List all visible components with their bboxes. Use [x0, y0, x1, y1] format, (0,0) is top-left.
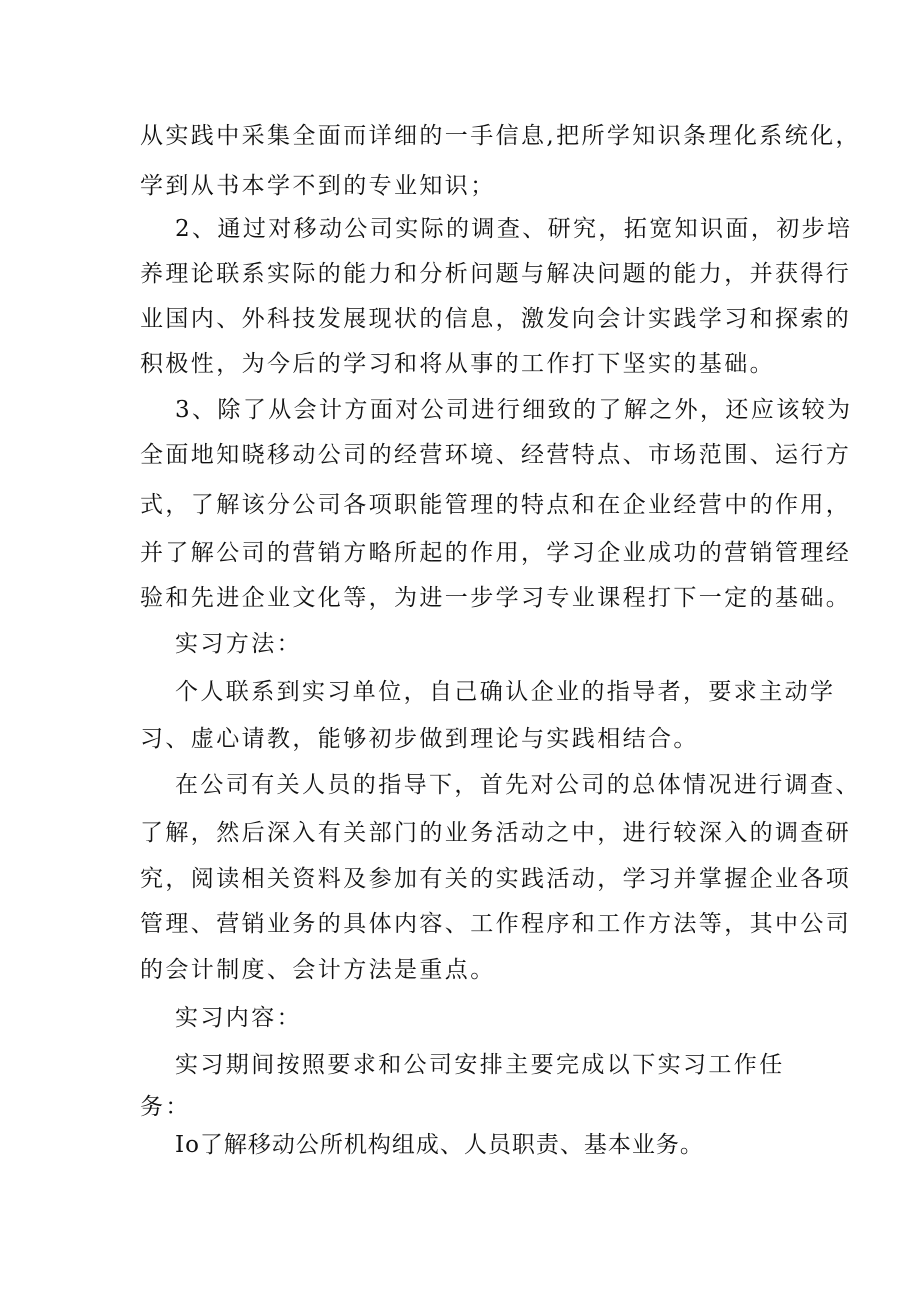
section-heading: 实习内容： — [175, 1005, 302, 1031]
text-line: 养理论联系实际的能力和分析问题与解决问题的能力，并获得行 — [140, 261, 852, 287]
text-line: 验和先进企业文化等，为进一步学习专业课程打下一定的基础。 — [140, 585, 852, 611]
text-line: 从实践中采集全面而详细的一手信息,把所学知识条理化系统化， — [140, 123, 861, 149]
text-line: 学到从书本学不到的专业知识； — [140, 173, 496, 199]
text-line: 3、除了从会计方面对公司进行细致的了解之外，还应该较为 — [175, 397, 853, 423]
text-line: 实习期间按照要求和公司安排主要完成以下实习工作任 — [175, 1052, 785, 1078]
section-heading: 实习方法： — [175, 631, 302, 657]
text-line: 管理、营销业务的具体内容、工作程序和工作方法等，其中公司 — [140, 911, 852, 937]
text-line: 了解，然后深入有关部门的业务活动之中，进行较深入的调查研 — [140, 820, 852, 846]
text-line: 究，阅读相关资料及参加有关的实践活动，学习并掌握企业各项 — [140, 866, 852, 892]
text-line: 全面地知晓移动公司的经营环境、经营特点、市场范围、运行方 — [140, 442, 852, 468]
text-line: Io了解移动公所机构组成、人员职责、基本业务。 — [175, 1132, 704, 1158]
text-line: 在公司有关人员的指导下，首先对公司的总体情况进行调查、 — [175, 772, 861, 798]
text-line: 式，了解该分公司各项职能管理的特点和在企业经营中的作用， — [140, 492, 852, 518]
text-line: 个人联系到实习单位，自己确认企业的指导者，要求主动学 — [175, 679, 836, 705]
text-line: 业国内、外科技发展现状的信息，激发向会计实践学习和探索的 — [140, 306, 852, 332]
text-line: 2、通过对移动公司实际的调查、研究，拓宽知识面，初步培 — [175, 216, 853, 242]
text-line: 务： — [140, 1094, 191, 1120]
text-line: 并了解公司的营销方略所起的作用，学习企业成功的营销管理经 — [140, 540, 852, 566]
text-line: 积极性，为今后的学习和将从事的工作打下坚实的基础。 — [140, 351, 775, 377]
text-line: 习、虚心请教，能够初步做到理论与实践相结合。 — [140, 726, 699, 752]
text-line: 的会计制度、会计方法是重点。 — [140, 957, 496, 983]
